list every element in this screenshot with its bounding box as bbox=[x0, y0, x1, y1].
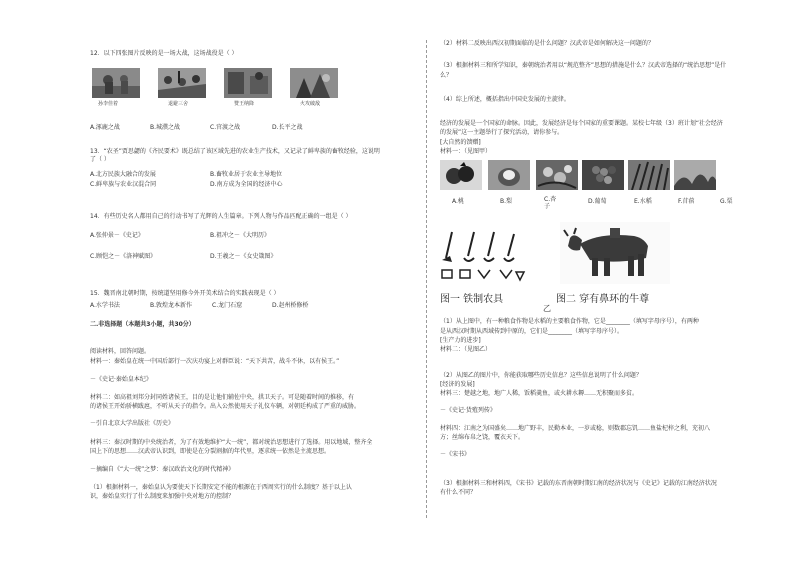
q14-option-a: A.张仲景－《史记》 bbox=[90, 232, 144, 239]
q12-option-c: C.官渡之战 bbox=[210, 124, 241, 131]
food-label-e: E.水稻 bbox=[634, 198, 652, 205]
q12-stem: 12．以下四张图片反映的是一场大战，这场战役是（ ） bbox=[90, 50, 238, 57]
grape-image bbox=[582, 160, 624, 190]
q12-caption-2: 退避三舍 bbox=[168, 101, 189, 107]
column-divider bbox=[426, 40, 427, 518]
q15-option-d: D.赵州桥修桥 bbox=[272, 302, 309, 309]
q12-image-2 bbox=[158, 68, 206, 98]
material-3-text: 材料三：楚越之地，地广人稀，饭稻羹鱼，或火耕水耨……无积聚而多贫。 bbox=[440, 390, 639, 397]
q13-option-c: C.鲜卑族与农业汉混合同 bbox=[90, 181, 157, 188]
q12-option-a: A.涿鹿之战 bbox=[90, 124, 120, 131]
section-nature-gift: [大自然的馈赠] bbox=[440, 139, 481, 146]
q14-option-c: C.顾恺之－《洛神赋图》 bbox=[90, 253, 157, 260]
material-1: 材料一：秦始皇在统一中国后部行一次庆功宴上对群臣说：“天下共苦，战斗不休，以有侯王。” bbox=[90, 358, 340, 365]
question-3-line1: （3）根据材料三和所学知识，秦朝统治者用以“规范整齐”思想的措施是什么？汉武帝选择的“统治思想”是什 bbox=[440, 62, 727, 69]
q12-image-4 bbox=[290, 68, 338, 98]
rice-image bbox=[628, 160, 670, 190]
food-label-f: F.苜蓿 bbox=[678, 198, 695, 205]
q12-caption-1: 孙李佳着 bbox=[98, 101, 119, 107]
material-4-line1: 材料四：江南之为国盛矣……地广野丰，民勤本业，一岁或稔，则数郡忘饥……鱼盐杞梓之利，充初八 bbox=[440, 425, 711, 432]
sub-question-2: （2）从图乙的图片中，你能获取哪些历史信息？这些信息说明了什么问题？ bbox=[440, 372, 642, 379]
material-4-citation: －《宋书》 bbox=[440, 451, 471, 458]
section-productivity: [生产力的进步] bbox=[440, 337, 481, 344]
q13-option-d: D.南方成为全国的经济中心 bbox=[210, 181, 283, 188]
q13-option-b: B.畜牧业居于农业主导地位 bbox=[210, 171, 283, 178]
q12-option-d: D.长平之战 bbox=[272, 124, 303, 131]
question-1-line1: （1）根据材料一，秦始皇认为要使天下长期安定不能的根源在于西周实行的什么制度？基于以上认 bbox=[90, 484, 352, 491]
material-1-ref: 材料一：（见图甲） bbox=[440, 148, 492, 155]
food-label-b: B.梨 bbox=[500, 198, 513, 205]
question-4: （4）综上所述，概括指出中国史发展的主旋律。 bbox=[440, 96, 570, 103]
material-2-ref: 材料二：（见图乙） bbox=[440, 346, 492, 353]
question-1-line2: 识，秦始皇实行了什么制度来加强中央对地方的控制？ bbox=[90, 493, 235, 500]
material-3-line1: 材料三：秦汉时期的中央统治者，为了有效地维护“大一统”，都对统治思想进行了选择。用以地域，整齐全 bbox=[90, 439, 373, 446]
sub-question-1-line2: 是从西汉时期从西域传到中原的，它们是________（填写字母序号）。 bbox=[440, 328, 624, 335]
q15-option-c: C.龙门石窟 bbox=[212, 302, 243, 309]
sub-question-1-line1: （1）从上图中，有一种粮食作物是水稻的主要粮食作物，它是________（填写字母序号），有两种 bbox=[440, 318, 699, 325]
pear-image bbox=[488, 160, 530, 190]
figure-2-caption: 图二 穿有鼻环的牛尊 bbox=[556, 294, 650, 305]
q13-stem-line2: 了（ ） bbox=[90, 156, 110, 163]
material-3-source: －摘编自《“大一统”之梦：秦汉政治文化的时代精神》 bbox=[90, 466, 235, 473]
q14-stem: 14．有些历史名人都用自己的行动书写了光辉的人生篇章。下列人物与作品匹配正确的一组是（ ） bbox=[90, 213, 352, 220]
food-label-a: A.桃 bbox=[452, 198, 464, 205]
material-4-line2: 方；丝绵布帛之饶，覆衣天下。 bbox=[440, 434, 525, 441]
alfalfa-image bbox=[674, 160, 716, 190]
q15-stem: 15．魏晋南北朝时期，按统道坚用修今外开美术结合的实践表现是（ ） bbox=[90, 290, 280, 297]
bronze-ox-figure bbox=[560, 222, 670, 284]
q15-option-b: B.敦煌龙本新作 bbox=[150, 302, 193, 309]
question-3-line2: 么？ bbox=[440, 72, 453, 79]
intro-line2: 的发展”这一主题举行了探究活动，请你参与。 bbox=[440, 129, 564, 136]
material-2-line1: 材料二：如高祖刘邦分封同姓诸侯王，目的是让他们辅佐中央，拱卫天子。可是随着时间的推移，有 bbox=[90, 394, 355, 401]
material-3-line2: 国上下的思想……汉武帝认识到，即使是在分裂割据的年代里，逐求统一依然是主流思想。 bbox=[90, 448, 331, 455]
section-2-heading: 二.非选择题（本题共3小题，共30分） bbox=[90, 321, 195, 328]
sub-question-3-line2: 有什么不同？ bbox=[440, 489, 477, 496]
q13-stem-line1: 13．“农圣”贾思勰的《齐民要术》既总结了该区域先进的农业生产技术，又记录了鲜卑族的畜牧经验，这说明 bbox=[90, 148, 380, 155]
question-2: （2）材料二反映出西汉初期面临的是什么问题？汉武帝是如何解决这一问题的？ bbox=[440, 40, 654, 47]
q13-option-a: A.北方民族大融合的发展 bbox=[90, 171, 156, 178]
material-2-line2: 的诸侯王开始骄横跋扈，不听从天子的指令。出入公然使用天子礼仪车辆，对朝廷构成了严重的威胁。 bbox=[90, 403, 361, 410]
sub-question-3-line1: （3）根据材料三和材料四，《宋书》记载的东晋南朝时期江南的经济状况与《史记》记载的江南经济状况 bbox=[440, 480, 717, 487]
section-economy: [经济的发展] bbox=[440, 381, 475, 388]
reading-instruction: 阅读材料，回答问题。 bbox=[90, 348, 151, 355]
figure-1-caption: 图一 铁制农具 bbox=[440, 294, 504, 305]
intro-line1: 经济的发展是一个国家的命脉。因此，发展经济是每个国家的重要课题。某校七年级（3）班计划“社会经济 bbox=[440, 120, 723, 127]
iron-tools-figure bbox=[438, 228, 528, 286]
q12-caption-3: 赞王纳降 bbox=[234, 101, 255, 107]
q12-image-3 bbox=[224, 68, 272, 98]
q14-option-b: B.祖冲之－《大明历》 bbox=[210, 232, 271, 239]
food-label-c: C.杏子 bbox=[544, 196, 557, 210]
material-2-source: －引自北京大学出版社《历史》 bbox=[90, 420, 175, 427]
food-label-g: G.栗 bbox=[720, 198, 733, 205]
q12-option-b: B.城濮之战 bbox=[150, 124, 181, 131]
food-label-d: D.葡萄 bbox=[588, 198, 607, 205]
peach-image bbox=[440, 160, 482, 190]
q12-caption-4: 火攻破敌 bbox=[300, 101, 321, 107]
material-3-citation: －《史记·货殖列传》 bbox=[440, 407, 496, 414]
q14-option-d: D.王羲之－《女史箴图》 bbox=[210, 253, 277, 260]
figure-label: 乙 bbox=[543, 304, 551, 313]
q12-image-1 bbox=[92, 68, 140, 98]
q15-option-a: A.水学书法 bbox=[90, 302, 120, 309]
material-1-source: －《史记·秦始皇本纪》 bbox=[90, 376, 152, 383]
apricot-image bbox=[536, 160, 578, 190]
